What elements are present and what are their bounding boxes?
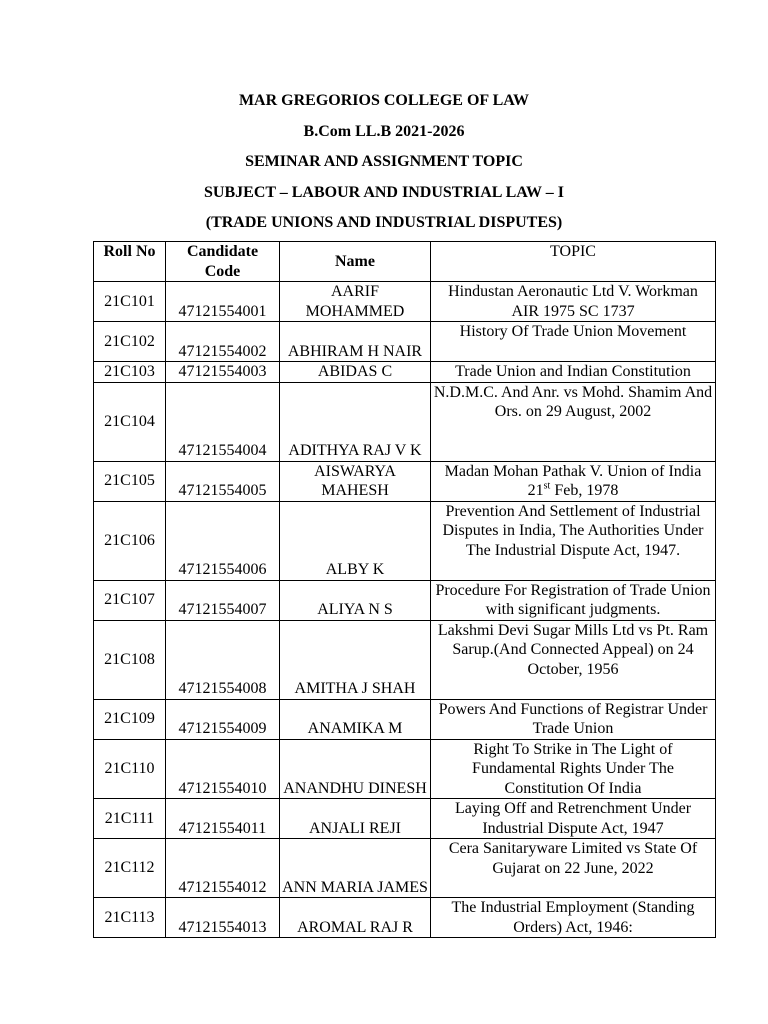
table-row <box>94 699 716 739</box>
college-name: MAR GREGORIOS COLLEGE OF LAW <box>238 92 530 109</box>
name-cell: ALIYA N S <box>280 580 431 620</box>
candidate-code-cell: 47121554007 <box>166 580 280 620</box>
roll-no-cell: 21C101 <box>94 282 166 322</box>
name-cell: AISWARYA MAHESH <box>280 461 431 501</box>
subject-line: SUBJECT – LABOUR AND INDUSTRIAL LAW – I <box>204 183 564 201</box>
topic-cell: N.D.M.C. And Anr. vs Mohd. Shamim And Ors. on 29 August, 2002 <box>431 382 716 461</box>
candidate-code-cell: 47121554001 <box>166 282 280 322</box>
name-cell: ABIDAS C <box>280 362 431 383</box>
table-row <box>94 322 716 362</box>
topic-cell: Lakshmi Devi Sugar Mills Ltd vs Pt. Ram Sarup.(And Connected Appeal) on 24 October, 1956 <box>431 620 716 699</box>
topic-cell: Right To Strike in The Light of Fundamental Rights Under The Constitution Of India <box>431 739 716 799</box>
column-header-topic: TOPIC <box>431 242 716 282</box>
topic-text: Madan Mohan Pathak V. Union of India 21 <box>444 462 702 499</box>
table-row <box>94 898 716 938</box>
table-row <box>94 501 716 580</box>
candidate-code-cell: 47121554006 <box>166 501 280 580</box>
roll-no-cell: 21C110 <box>94 739 166 799</box>
table-row <box>94 580 716 620</box>
name-cell: ABHIRAM H NAIR <box>280 322 431 362</box>
table-row <box>94 839 716 898</box>
roll-no-cell: 21C102 <box>94 322 166 362</box>
topic-cell: Powers And Functions of Registrar Under Trade Union <box>431 699 716 739</box>
roll-no-cell: 21C104 <box>94 382 166 461</box>
candidate-code-cell: 47121554002 <box>166 322 280 362</box>
topic-cell <box>431 461 716 501</box>
candidate-code-cell: 47121554010 <box>166 739 280 799</box>
candidate-code-cell: 47121554004 <box>166 382 280 461</box>
name-cell: AARIF MOHAMMED <box>280 282 431 322</box>
roll-no-cell: 21C107 <box>94 580 166 620</box>
table-row <box>94 620 716 699</box>
topic-cell: History Of Trade Union Movement <box>431 322 716 362</box>
name-cell: ALBY K <box>280 501 431 580</box>
roll-no-cell: 21C112 <box>94 839 166 898</box>
candidate-code-cell: 47121554012 <box>166 839 280 898</box>
subtopic-line: (TRADE UNIONS AND INDUSTRIAL DISPUTES) <box>205 214 563 231</box>
name-cell: ADITHYA RAJ V K <box>280 382 431 461</box>
table-row <box>94 382 716 461</box>
course-name: B.Com LL.B 2021-2026 <box>303 122 465 140</box>
candidate-code-cell: 47121554003 <box>166 362 280 383</box>
topic-cell: Trade Union and Indian Constitution <box>431 362 716 383</box>
roll-no-cell: 21C103 <box>94 362 166 383</box>
column-header-candidate-code: Candidate Code <box>166 242 280 282</box>
topic-cell: Hindustan Aeronautic Ltd V. Workman AIR 1975 SC 1737 <box>431 282 716 322</box>
roll-no-cell: 21C111 <box>94 799 166 839</box>
roll-no-cell: 21C108 <box>94 620 166 699</box>
column-header-name: Name <box>280 242 431 282</box>
document-title: SEMINAR AND ASSIGNMENT TOPIC <box>245 153 523 170</box>
table-body <box>94 282 716 938</box>
topic-cell: Laying Off and Retrenchment Under Industrial Dispute Act, 1947 <box>431 799 716 839</box>
name-cell: AROMAL RAJ R <box>280 898 431 938</box>
topic-cell: Cera Sanitaryware Limited vs State Of Gujarat on 22 June, 2022 <box>431 839 716 898</box>
column-header-roll-no: Roll No <box>94 242 166 282</box>
document-header <box>0 86 768 239</box>
table-row <box>94 362 716 383</box>
table-row <box>94 461 716 501</box>
topic-text-tail: Feb, 1978 <box>550 482 619 499</box>
candidate-code-cell: 47121554008 <box>166 620 280 699</box>
table-row <box>94 799 716 839</box>
topic-superscript: st <box>543 480 551 492</box>
candidate-code-cell: 47121554011 <box>166 799 280 839</box>
name-cell: ANN MARIA JAMES <box>280 839 431 898</box>
topic-cell: Procedure For Registration of Trade Union with significant judgments. <box>431 580 716 620</box>
name-cell: AMITHA J SHAH <box>280 620 431 699</box>
topic-cell: Prevention And Settlement of Industrial Disputes in India, The Authorities Under The Industrial Dispute Act, 1947. <box>431 501 716 580</box>
name-cell: ANAMIKA M <box>280 699 431 739</box>
topic-cell: The Industrial Employment (Standing Orders) Act, 1946: <box>431 898 716 938</box>
topic-allocation-table <box>93 241 716 938</box>
candidate-code-cell: 47121554009 <box>166 699 280 739</box>
name-cell: ANANDHU DINESH <box>280 739 431 799</box>
roll-no-cell: 21C113 <box>94 898 166 938</box>
table-row <box>94 282 716 322</box>
table-row <box>94 739 716 799</box>
candidate-code-cell: 47121554013 <box>166 898 280 938</box>
roll-no-cell: 21C106 <box>94 501 166 580</box>
candidate-code-cell: 47121554005 <box>166 461 280 501</box>
roll-no-cell: 21C109 <box>94 699 166 739</box>
roll-no-cell: 21C105 <box>94 461 166 501</box>
name-cell: ANJALI REJI <box>280 799 431 839</box>
